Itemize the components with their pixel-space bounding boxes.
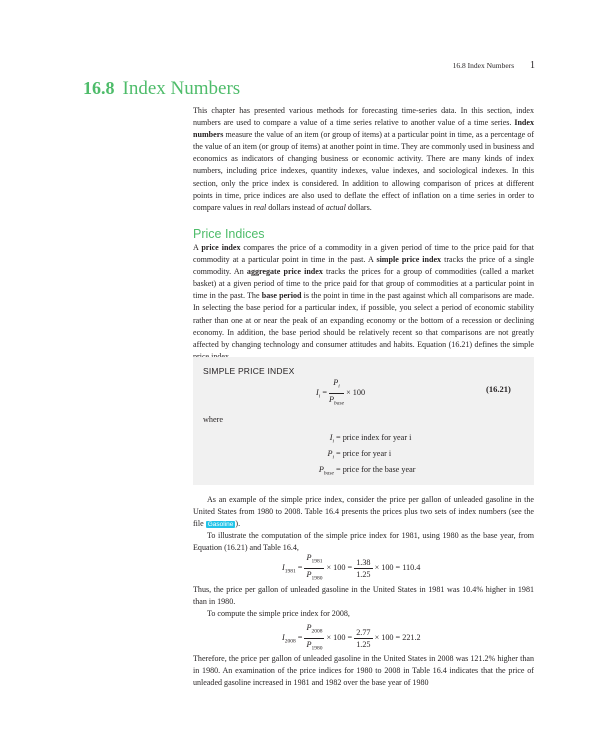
calc-times: × 100 = [326,563,353,573]
formula-denominator: P [328,394,334,404]
calc-2008: $I_{2008}$ = $\frac{P_{2008}}{P_{1980}}$ × 100 = $\frac{2.77}{1.25}$ × 100 = 221.2 [282,622,421,654]
calc-lhs-sub: 1981 [284,568,296,575]
calc-num: P [306,553,312,562]
definition-row [300,433,411,445]
formula-lhs: I [316,388,319,398]
formula-denominator-sub: base [334,400,345,407]
intro-run: dollars instead of [266,202,326,212]
subsection-heading: Price Indices [193,227,265,241]
illustration-paragraph: To illustrate the computation of the simple price index for 1981, using 1980 as the base year, from Equation (16.21) and Table 16.4, [193,531,534,553]
calc-lhs: I [282,633,285,643]
formula-lhs-sub: i [318,393,321,400]
page-number: 1 [530,60,535,71]
def-description: = price index for year i [336,433,412,442]
calc-den: P [306,569,312,579]
price-para-run: tracks the prices for a group of commodities (called a market basket) at a given period of time to the price paid for that group of commodities at a particular point in time in the past. The [193,267,534,301]
calc-result: × 100 = 110.4 [374,563,421,573]
def-symbol: I [329,433,333,442]
calc-numeric-fraction [354,557,372,580]
calc-num: P [306,623,312,632]
calc-symbolic-fraction [304,622,324,654]
def-symbol-sub: i [332,454,334,461]
calc-den-sub: 1980 [311,575,323,582]
example-text-end: ). [235,519,241,529]
formula-times: × 100 [346,388,366,398]
calc-numeric-fraction [354,627,372,650]
price-para-run: simple price index [376,255,442,265]
calc-num-sub: 2008 [311,628,323,635]
formula-numerator: P [333,378,339,387]
section-title-text: Index Numbers [122,78,241,99]
compute-2008-text: To compute the simple price index for 2008, [207,609,350,618]
calc-1981: $I_{1981}$ = $\frac{P_{1981}}{P_{1980}}$ × 100 = $\frac{1.38}{1.25}$ × 100 = 110.4 [282,552,420,584]
calc-den-value: 1.25 [356,569,371,579]
calc-result: × 100 = 221.2 [374,633,421,643]
def-symbol: P [318,465,324,474]
gasoline-file-link[interactable]: Gasoline [207,521,234,529]
intro-run: real [253,202,267,212]
simple-price-index-formula: $I_i$ = $\frac{P_i}{P_{base}}$ × 100 [316,377,365,409]
def-symbol-sub: i [332,438,334,445]
intro-run: Index numbers [193,118,534,140]
running-header [453,60,535,71]
final-paragraph: Therefore, the price per gallon of unleaded gasoline in the United States in 2008 was 121.2% higher than in 1980. An examination of the price indices for 1980 to 2008 in Table 16.4 indicates that the price of unleaded gasoline increased in 1981 and 1982 over the base year of 1980 [193,654,534,688]
price-para-run: tracks the price of a single commodity. An [193,255,534,277]
calc-den-sub: 1980 [311,645,323,652]
def-symbol-sub: base [323,470,334,477]
where-label: where [203,415,224,424]
calc-lhs: I [282,563,285,573]
def-symbol: P [327,449,333,458]
section-title [83,78,240,100]
formula-numerator-sub: i [338,383,340,390]
def-description: = price for the base year [336,465,416,474]
calc-den-value: 1.25 [356,639,371,649]
calc-den: P [306,639,312,649]
calc-lhs-sub: 2008 [284,638,296,645]
price-para-run: compares the price of a commodity in a given period of time to the price paid for that commodity at a particular point in time in the past. A [193,243,534,265]
calc-symbolic-fraction [304,552,324,584]
definition-row [300,449,391,461]
price-para-run: price index [201,243,241,252]
intro-run: actual [325,202,346,212]
result-paragraph-1981: Thus, the price per gallon of unleaded gasoline in the United States in 1981 was 10.4% higher in 1981 than in 1980. [193,585,534,607]
definition-row [300,465,415,477]
example-paragraph [193,494,534,531]
formula-fraction [329,377,344,409]
intro-paragraph [193,105,534,214]
price-index-paragraph [193,242,534,363]
price-para-run: is the point in time in the past against which all comparisons are made. In selecting the base period for a particular index, if possible, you select a period of economic stability rather than one at or near the peak of an expanding economy or the bottom of a recession or declining economy. In addition, the base period should be relatively recent so that comparisons are not greatly affected by changing technology and consumer attitudes and habits. Equation (16.21) defines the simple [193,291,535,349]
formula-box-title: SIMPLE PRICE INDEX [203,366,295,376]
price-para-run: A [193,243,202,252]
intro-run: This chapter has presented various methods for forecasting time-series data. In this section, index numbers are used to compare a value of a time series relative to another value of a time series. [193,106,534,128]
intro-run: dollars. [345,202,372,212]
price-para-run: aggregate price index [246,267,323,277]
calc-num-sub: 1981 [311,558,323,565]
calc-times: × 100 = [326,633,353,643]
running-header-section: 16.8 Index Numbers [452,61,515,70]
equation-label: (16.21) [486,384,511,394]
calc-num-value: 1.38 [356,557,371,567]
def-description: = price for year i [336,449,392,458]
price-para-run: base period [261,291,302,301]
section-number: 16.8 [83,78,115,98]
calc-num-value: 2.77 [356,627,371,637]
intro-run: measure the value of an item (or group of items) at a particular point in time, as a percentage of the value of an item (or group of items) at another point in time. They are commonly used in business and economics as indicators of changing business or economic activity. There are many kinds of index numbers, including price indexes, quantity indexes, value indexes, and sociological indexes. In this section, only the price index is considered. In addition to allowing comparison of prices at different points in time, price indices are also used to deflate the effect of inflation on a time series in order to compare values in [193,130,534,212]
example-text: As an example of the simple price index, consider the price per gallon of unleaded gasoline in the United States from 1980 to 2008. Table 16.4 presents the prices plus two sets of index numbers (see the file [193,495,534,529]
